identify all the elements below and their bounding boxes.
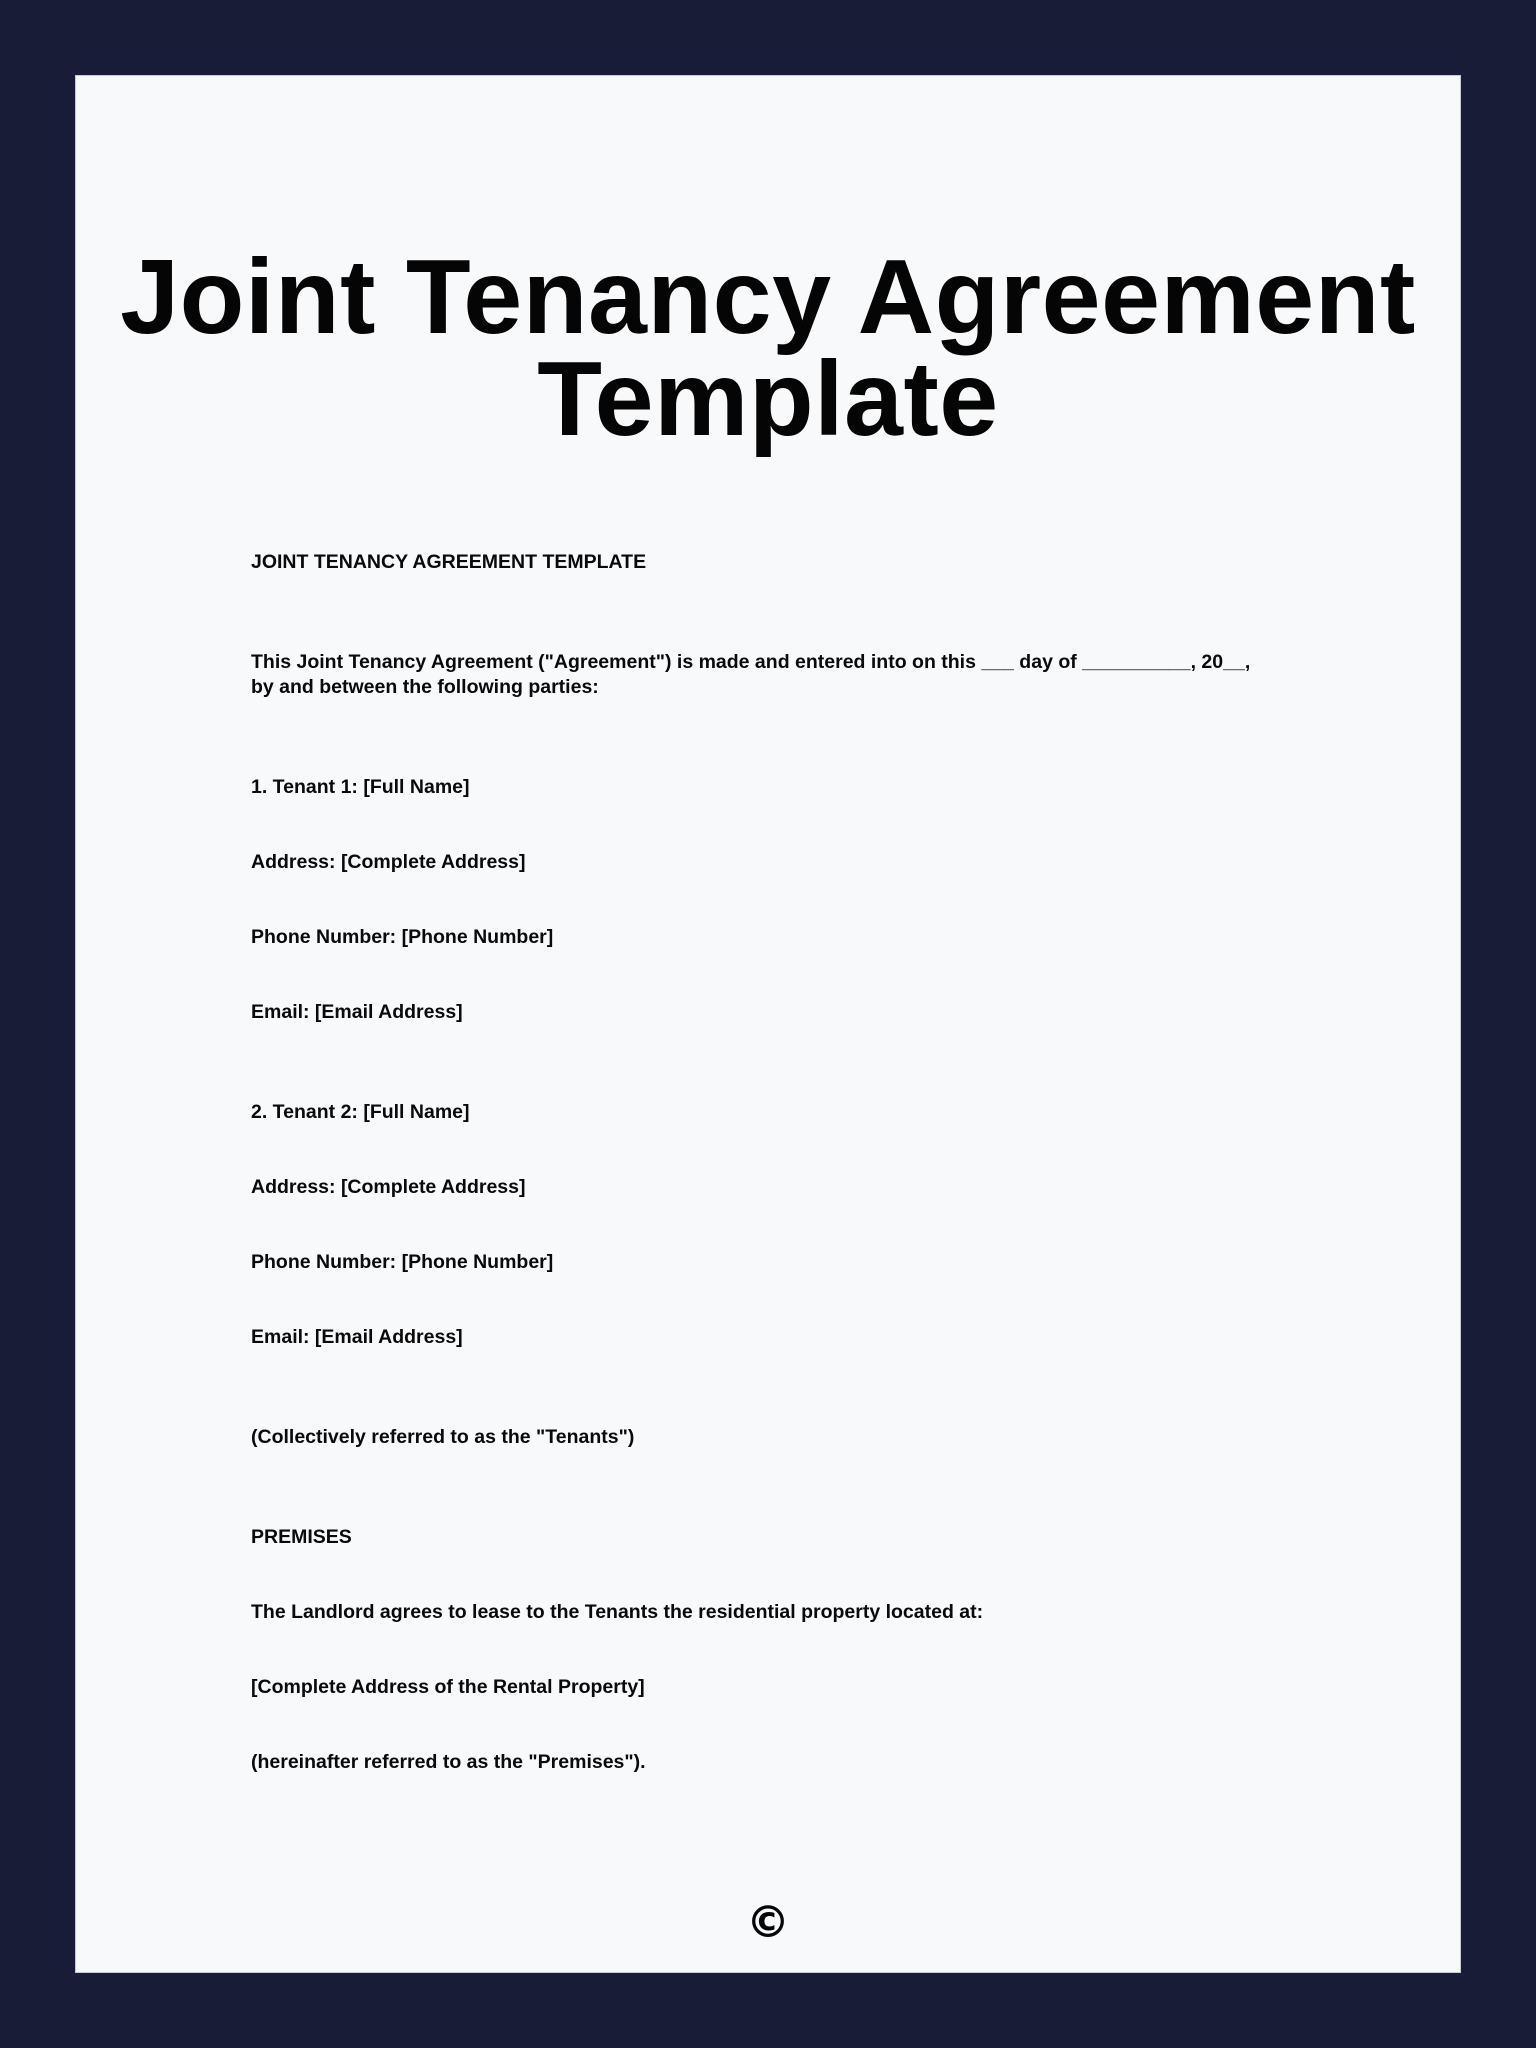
tenant1-address: Address: [Complete Address] (251, 851, 526, 873)
agreement-heading: JOINT TENANCY AGREEMENT TEMPLATE (251, 551, 647, 573)
intro-line-1: This Joint Tenancy Agreement ("Agreement") is made and entered into on this ___ day of __________, 20__, (251, 651, 1251, 673)
tenant2-address: Address: [Complete Address] (251, 1176, 526, 1198)
premises-heading: PREMISES (251, 1526, 352, 1548)
title-line-2: Template (537, 340, 999, 458)
document-title (76, 238, 1460, 458)
premises-text: The Landlord agrees to lease to the Tenants the residential property located at: (251, 1601, 984, 1623)
title-line-1: Joint Tenancy Agreement (120, 238, 1416, 356)
tenant2-phone: Phone Number: [Phone Number] (251, 1251, 554, 1273)
intro-line-2: by and between the following parties: (251, 676, 599, 698)
tenant1-phone: Phone Number: [Phone Number] (251, 926, 554, 948)
premises-note: (hereinafter referred to as the "Premises"). (251, 1751, 646, 1773)
document-page (75, 75, 1461, 1973)
premises-address: [Complete Address of the Rental Property] (251, 1676, 645, 1698)
copyright-icon: © (746, 1897, 790, 1948)
tenant2-email: Email: [Email Address] (251, 1326, 463, 1348)
collective-note: (Collectively referred to as the "Tenants") (251, 1426, 635, 1448)
tenant1-email: Email: [Email Address] (251, 1001, 463, 1023)
tenant1-name: 1. Tenant 1: [Full Name] (251, 776, 470, 798)
tenant2-name: 2. Tenant 2: [Full Name] (251, 1101, 470, 1123)
